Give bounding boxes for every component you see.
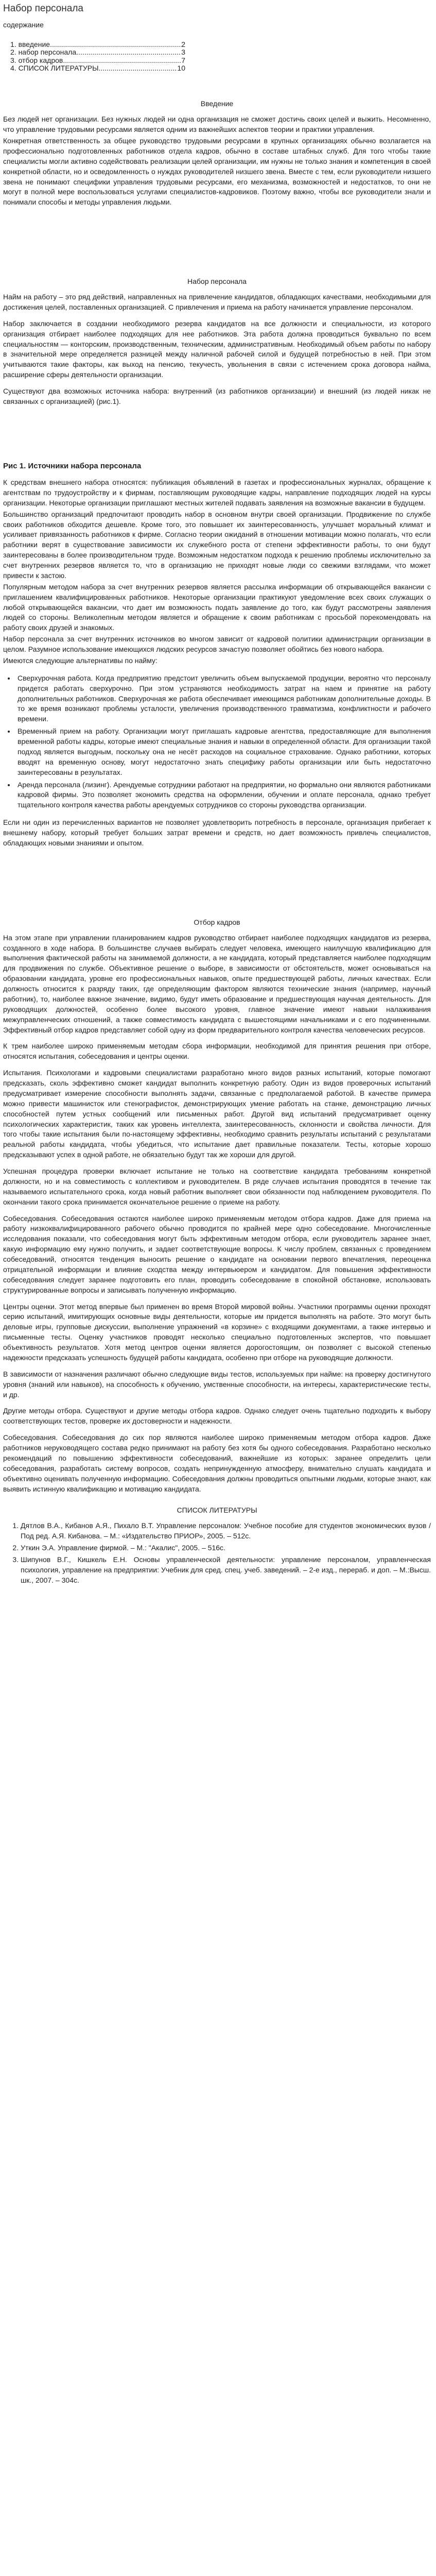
selection-paragraph: На этом этапе при управлении планированием кадров руководство отбирает наиболее подходящих кандидатов из резерва, созданного в ходе набора. В большинстве случаев выбирать следует человека, имеющего наилучшую квалификацию для выполнения фактической работы на занимаемой должности, а не кандидата, который представляется наиболее подходящим для продвижения по службе. Объективное решение о выборе, в зависимости от обстоятельств, может основываться на образовании кандидата, уровне его профессиональных навыков, опыте предшествующей работы, личных качествах. Если должность относится к разряду таких, где определяющим фактором являются технические знания (например, научный работник), то, наиболее важное значение, видимо, будут иметь образование и предшествующая научная деятельность. Для руководящих должностей, особенно более высокого уровня, главное значение имеют навыки налаживания межуправленческих отношений, а также совместимость кандидата с вышестоящими начальниками и с его подчиненными. Эффективный отбор кадров представляет собой одну из форм предварительного контроля качества человеческих ресурсов. — [3, 933, 431, 1034]
reference-item: 1. Дятлов В.А., Кибанов А.Я., Пихало В.Т. Управление персоналом: Учебное пособие для студентов экономических вузов / Под ред. А.Я. Кибанова. – М.: «Издательство ПРИОР», 2005. – 512с. — [21, 1521, 431, 1541]
sources-paragraph: Большинство организаций предпочитают проводить набор в основном внутри своей организации. Продвижение по службе своих работников обходится дешевле. Кроме того, это повышает их заинтересованность, улучшает моральный климат и усиливает привязанность работников к фирме. Согласно теории ожиданий в отношении мотивации можно полагать, что если работники верят в существование зависимости их служебного роста от степени эффективности работы, то они будут заинтересованы в более производительном труде. Возможным недостатком подхода к решению проблемы исключительно за счет внутренних резервов является то, что в организацию не приходят новые люди со свежими взглядами, что может привести к застою. — [3, 510, 431, 580]
toc-item-recruitment[interactable] — [10, 48, 185, 56]
toc-item-text: 3. отбор кадров — [10, 56, 63, 64]
toc-item-introduction[interactable] — [10, 41, 185, 48]
toc-item-selection[interactable] — [10, 57, 185, 64]
selection-paragraph: Испытания. Психологами и кадровыми специалистами разработано много видов разных испытаний, которые помогают предсказать, сколь эффективно сможет кандидат выполнить конкретную работу. Один из видов проверочных испытаний предусматривает измерение способности выполнять задачи, связанные с предполагаемой работой. В качестве примера можно привести машинисток или стенографисток, демонстрирующих умение работать на станке, демонстрацию личных способностей путем устных сообщений или письменных работ. Другой вид испытаний предусматривает оценку психологических характеристик, таких как уровень интеллекта, заинтересованность, склонности и свойства личности. Для того чтобы такие испытания были по-настоящему эффективны, необходимо сравнить результаты испытаний с результатами реальной работы кандидата, чтобы убедиться, что испытание дает правильные показатели. Тесты, которые хорошо предсказывают успех в одной работе, не обязательно будут так же хороши для другой. — [3, 1069, 431, 1159]
sources-paragraph: Если ни один из перечисленных вариантов не позволяет удовлетворить потребность в персонале, организация прибегает к внешнему набору, который требует больших затрат времени и средств, но дает возможность привлечь специалистов, обладающих новыми знаниями и опытом. — [3, 818, 431, 847]
toc-item-page: 7 — [181, 56, 185, 64]
selection-paragraph: Собеседования. Собеседования до сих пор являются наиболее широко применяемым методом отбора кадров. Даже работников неруководящего состава редко принимают на работу без хотя бы одного собеседования. Разработано несколько рекомендаций по повышению эффективности собеседований, важнейшие из которых: заранее определить цели собеседования, разработать систему вопросов, создать непринужденную атмосферу, внимательно слушать кандидата и объективно оценивать полученную информацию. Собеседования должны проводиться опытными людьми, которые знают, как выявить истинную квалификацию и мотивацию кандидата. — [3, 1433, 431, 1493]
table-of-contents — [3, 41, 431, 73]
toc-leader-dots — [76, 48, 181, 56]
introduction-paragraph: Конкретная ответственность за общее руководство трудовыми ресурсами в крупных организациях обычно возлагается на профессионально подготовленных работников отдела кадров, обычно в составе штабных служб. Для того чтобы такие специалисты могли активно содействовать реализации целей организации, им нужны не только знания и компетенция в своей конкретной области, но и осведомленность о нуждах руководителей низшего звена. Вместе с тем, если руководители низшего звена не понимают специфики управления трудовыми ресурсами, его механизма, возможностей и недостатков, то они не могут в полной мере воспользоваться услугами специалистов-кадровиков. Поэтому важно, чтобы все руководители знали и понимали способы и методы управления людьми. — [3, 137, 431, 207]
toc-item-text: 4. СПИСОК ЛИТЕРАТУРЫ — [10, 64, 99, 73]
recruitment-paragraph: Набор заключается в создании необходимого резерва кандидатов на все должности и специальности, из которого организация отбирает наиболее подходящих для нее работников. Эта работа должна проводиться буквально по всем специальностям — конторским, производственным, техническим, административным. Необходимый объем работы по набору в значительной мере определяется разницей между наличной рабочей силой и будущей потребностью в ней. При этом учитываются такие факторы, как выход на пенсию, текучесть, увольнения в связи с истечением срока договора найма, расширение сферы деятельности организации. — [3, 319, 431, 379]
toc-leader-dots — [99, 64, 178, 72]
toc-item-page: 10 — [177, 64, 185, 73]
toc-leader-dots — [50, 41, 181, 48]
references-list — [3, 1521, 431, 1585]
selection-paragraph: К трем наиболее широко применяемым методам сбора информации, необходимой для принятия решения при отборе, относятся испытания, собеседования и центры оценки. — [3, 1042, 431, 1061]
list-item: • Аренда персонала (лизинг). Арендуемые сотрудники работают на предприятии, но формально они являются работниками кадровой фирмы. Это позволяет экономить средства на оформлении, обучении и оплате персонала, однако требует тщательного контроля качества работы арендуемых сотрудников со стороны руководства организации. — [15, 780, 431, 811]
sources-paragraph: Имеются следующие альтернативы по найму: — [3, 656, 158, 665]
figure-caption: Рис 1. Источники набора персонала — [3, 461, 142, 470]
recruitment-paragraph: Существуют два возможных источника набора: внутренний (из работников организации) и внешний (из людей никак не связанных с организацией) (рис.1). — [3, 387, 431, 405]
selection-paragraph: Другие методы отбора. Существуют и другие методы отбора кадров. Однако следует очень тщательно подходить к выбору соответствующих тестов, проверке их достоверности и надежности. — [3, 1406, 431, 1426]
selection-heading: Отбор кадров — [194, 918, 240, 926]
toc-item-text: 2. набор персонала — [10, 48, 77, 57]
reference-item: 3. Шипунов В.Г., Кишкель Е.Н. Основы управленческой деятельности: управление персоналом, управленческая психология, управление на предприятии: Учебник для сред. спец. учеб. заведений. – 2-е изд., перераб. и доп. – М.:Высш. шк., 2007. – 304с. — [21, 1555, 431, 1586]
introduction-paragraph: Без людей нет организации. Без нужных людей ни одна организация не сможет достичь своих целей и выжить. Несомненно, что управление трудовыми ресурсами является одним из важнейших аспектов теории и практики управления. — [3, 115, 431, 134]
selection-paragraph: Центры оценки. Этот метод впервые был применен во время Второй мировой войны. Участники программы оценки проходят серию испытаний, имитирующих основные виды деятельности, которые им придется выполнять на работе. Это могут быть деловые игры, групповые дискуссии, выполнение упражнений «в корзине» с входящими документами, а также интервью и письменные тесты. Оценку участников проводят несколько специально подготовленных экспертов, что повышает объективность результатов. Хотя метод центров оценки является дорогостоящим, он позволяет с высокой степенью надежности предсказать успешность будущей работы кандидата, особенно при отборе на руководящие должности. — [3, 1302, 431, 1362]
toc-item-page: 3 — [181, 48, 185, 57]
recruitment-heading: Набор персонала — [187, 277, 247, 286]
page-title: Набор персонала — [3, 3, 83, 14]
toc-item-page: 2 — [181, 40, 185, 48]
toc-item-text: 1. введение — [10, 40, 50, 48]
hiring-alternatives-list — [3, 673, 431, 810]
selection-paragraph: Успешная процедура проверки включает испытание не только на соответствие кандидата требованиям конкретной должности, но и на совместимость с коллективом и руководителем. В ряде случаев испытания проводятся в течение так называемого испытательного срока, когда новый работник выполняет свои обязанности под наблюдением руководителя. По окончании такого срока принимается окончательное решение о приеме на работу. — [3, 1167, 431, 1206]
toc-item-references[interactable] — [10, 64, 185, 72]
list-item: • Сверхурочная работа. Когда предприятию предстоит увеличить объем выпускаемой продукции, вероятно что персоналу придется работать сверхурочно. При этом устраняются необходимость затрат на наем и принятие на работу дополнительных работников. Сверхурочная же работа обеспечивает имеющимся работникам дополнительные доходы. В то же время возникают проблемы усталости, увеличения производственного травматизма, конфликтности и рабочего времени. — [15, 673, 431, 724]
selection-paragraph: Собеседования. Собеседования остаются наиболее широко применяемым методом отбора кадров. Даже для приема на работу низкоквалифицированного рабочего обычно проводится по крайней мере одно собеседование. Многочисленные исследования показали, что собеседования могут быть эффективным методом отбора, если руководитель заранее знает, какую информацию ему нужно получить, и задает соответствующие вопросы. К числу проблем, связанных с проведением собеседований, относятся тенденция выносить решение о кандидате на основании первого впечатления, переоценка отрицательной информации и влияние сходства между интервьюером и кандидатом. Для повышения эффективности собеседования следует заранее подготовить его план, проводить собеседование в спокойной обстановке, использовать структурированные вопросы и записывать полученную информацию. — [3, 1214, 431, 1294]
sources-paragraph: К средствам внешнего набора относятся: публикация объявлений в газетах и профессиональных журналах, обращение к агентствам по трудоустройству и к фирмам, поставляющим руководящие кадры, направление подходящих людей на курсы организации. Некоторые организации приглашают местных жителей подавать заявления на возможные вакансии в будущем. — [3, 478, 431, 507]
sources-paragraph: Набор персонала за счет внутренних источников во многом зависит от кадровой политики администрации организации в целом. Разумное использование имеющихся людских ресурсов зачастую позволяет обойтись без нового набора. — [3, 635, 431, 654]
list-item: • Временный прием на работу. Организации могут приглашать кадровые агентства, предоставляющие для выполнения временной работы кадры, которые имеют специальные знания и навыки в определенной области. Для организации такой подход является выгодным, поскольку она не несёт расходов на социальное страхование. Однако работники, которых вводят на временную основу, могут недостаточно знать специфику работы организации или быть недостаточно заинтересованы в результатах. — [15, 726, 431, 777]
recruitment-paragraph: Найм на работу – это ряд действий, направленных на привлечение кандидатов, обладающих качествами, необходимыми для достижения целей, поставленных организацией. С привлечения и приема на работу начинается управление персоналом. — [3, 293, 431, 311]
reference-item: 2. Уткин Э.А. Управление фирмой. – М.: "Акалис", 2005. – 516с. — [21, 1543, 431, 1553]
toc-leader-dots — [63, 57, 181, 64]
references-heading: СПИСОК ЛИТЕРАТУРЫ — [177, 1506, 257, 1515]
contents-label: содержание — [3, 20, 44, 29]
selection-paragraph: В зависимости от назначения различают обычно следующие виды тестов, используемых при найме: на проверку достигнутого уровня (знаний или навыков), на способность к обучению, умственные способности, на интересы, характеристические тесты, и др. — [3, 1369, 431, 1399]
introduction-heading: Введение — [200, 99, 234, 108]
sources-paragraph: Популярным методом набора за счет внутренних резервов является рассылка информации об открывающейся вакансии с приглашением квалифицированных работников. Некоторые организации практикуют уведомление всех своих служащих о любой открывающейся вакансии, что дает им возможность подать заявление до того, как будут рассмотрены заявления людей со стороны. Великолепным методом является и обращение к своим работникам с просьбой порекомендовать на работу своих друзей и знакомых. — [3, 582, 431, 632]
